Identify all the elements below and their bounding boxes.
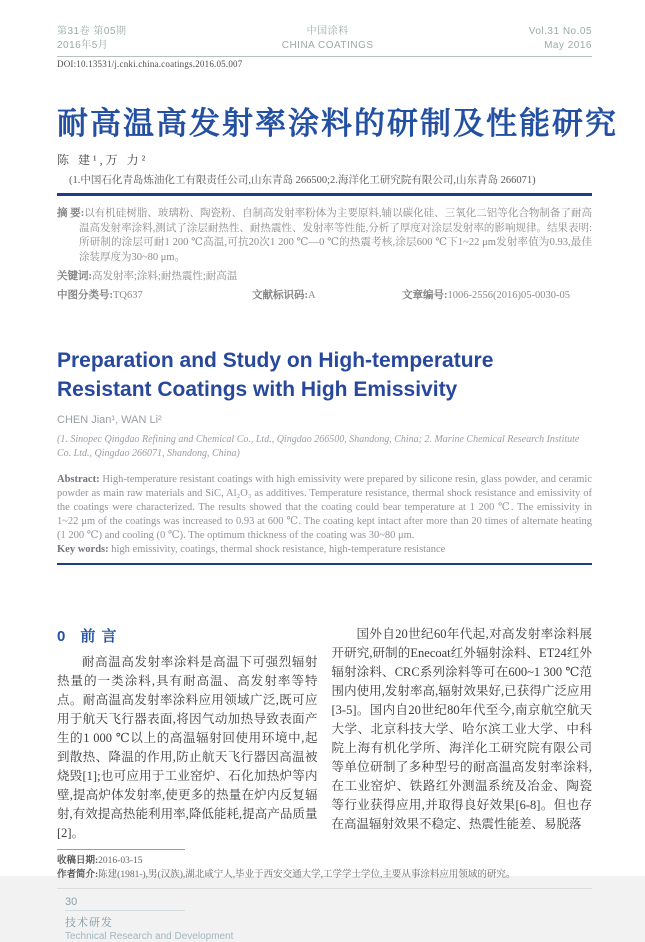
section-title: 前 言 bbox=[80, 628, 118, 645]
abstract-cn bbox=[57, 207, 592, 265]
journal-name-cn: 中国涂料 bbox=[306, 26, 349, 37]
author-bio-text: 陈建(1981-),男(汉族),湖北咸宁人,毕业于西安交通大学,工学学士学位,主要从事涂料应用领域的研究。 bbox=[98, 870, 516, 880]
abstract-text-cn: 以有机硅树脂、玻璃粉、陶瓷粉、自制高发射率粉体为主要原料,辅以碳化硅、三氧化二铝等化合物制备了耐高温高发射率涂料,测试了涂层耐热性、耐热震性、发射率等性能,分析了厚度对涂层发射率的影响规律。结果表明:所研制的涂层可耐1 200 ℃高温,可抗20次1 200 ℃—0 ℃的热震考核,涂层600 ℃下1~22 μm发射率值为0.93,最佳涂装厚度为30~80 μm。 bbox=[79, 208, 593, 263]
issue-date-en: May 2016 bbox=[544, 40, 592, 51]
received-date-line bbox=[57, 854, 592, 868]
section-heading bbox=[57, 625, 318, 646]
abstract-label-cn: 摘 要: bbox=[57, 208, 85, 219]
authors-en: CHEN Jian¹, WAN Li² bbox=[57, 414, 162, 426]
keywords-label-cn: 关键词: bbox=[57, 271, 92, 282]
divider-navy-bottom bbox=[57, 563, 592, 565]
doi-line: DOI:10.13531/j.cnki.china.coatings.2016.05.007 bbox=[57, 59, 243, 69]
abstract-en bbox=[57, 473, 592, 543]
abstract-label-en: Abstract: bbox=[57, 474, 100, 485]
article-id-value: 1006-2556(2016)05-0030-05 bbox=[447, 290, 570, 301]
section-number: 0 bbox=[57, 628, 67, 645]
author-bio-line bbox=[57, 868, 592, 882]
clc-number bbox=[57, 287, 252, 302]
footnote-block bbox=[57, 854, 592, 882]
authors-cn: 陈 建¹,万 力² bbox=[57, 153, 149, 167]
article-title-cn: 耐高温高发射率涂料的研制及性能研究 bbox=[57, 106, 618, 141]
document-code-label: 文献标识码: bbox=[252, 290, 308, 301]
page-footer bbox=[65, 896, 592, 942]
article-id-label: 文章编号: bbox=[402, 290, 448, 301]
volume-issue-cn: 第31卷 第05期 bbox=[57, 26, 127, 37]
article-id bbox=[402, 287, 570, 302]
footer-column-cn: 技术研发 bbox=[65, 917, 113, 929]
issue-date-cn: 2016年5月 bbox=[57, 40, 109, 51]
keywords-text-cn: 高发射率;涂料;耐热震性;耐高温 bbox=[92, 271, 238, 282]
body-column-right bbox=[332, 625, 593, 843]
header-left bbox=[57, 25, 127, 53]
keywords-en bbox=[57, 543, 592, 557]
body-column-left bbox=[57, 625, 318, 843]
page-bottom-divider bbox=[57, 888, 592, 889]
affiliation-en: (1. Sinopec Qingdao Refining and Chemical Co., Ltd., Qingdao 266500, Shandong, China; 2. Marine Chemical Research Institute Co. Ltd., Qingdao 266071, Shandong, China) bbox=[57, 434, 580, 459]
affiliation-cn: (1.中国石化青岛炼油化工有限责任公司,山东青岛 266500;2.海洋化工研究院有限公司,山东青岛 266071) bbox=[69, 175, 536, 186]
footer-divider bbox=[65, 910, 185, 911]
divider-navy-top bbox=[57, 193, 592, 196]
page-number: 30 bbox=[65, 896, 78, 908]
document-code bbox=[252, 287, 402, 302]
volume-issue-en: Vol.31 No.05 bbox=[528, 26, 592, 37]
abstract-text-en: High-temperature resistant coatings with high emissivity were prepared by silicone resin, glass powder, and ceramic powder as main raw materials and SiC, Al₂O₃ as additives. Temperature resistance, thermal shock resistance and emissivity of the coatings were characterized. The results showed that the coating could bear temperature at 1 200 ℃. The emissivity in 1~22 μm of the coatings was increased to 0.93 at 600 ℃. The coating kept intact after more than 20 times of alternate heating (1 200 ℃) and cooling (0 ℃). The optimum thickness of the coating was 30~80 μm. bbox=[57, 474, 593, 541]
received-date-value: 2016-03-15 bbox=[98, 856, 143, 866]
journal-name-en: CHINA COATINGS bbox=[281, 40, 374, 51]
author-bio-label: 作者简介: bbox=[57, 870, 99, 880]
footnote-divider bbox=[57, 849, 185, 850]
received-date-label: 收稿日期: bbox=[57, 856, 99, 866]
header-center bbox=[282, 25, 374, 53]
document-code-value: A bbox=[308, 290, 316, 301]
keywords-label-en: Key words: bbox=[57, 544, 109, 555]
clc-label: 中图分类号: bbox=[57, 290, 113, 301]
body-paragraph-right: 国外自20世纪60年代起,对高发射率涂料展开研究,研制的Enecoat红外辐射涂料、ET24红外辐射涂料、CRC系列涂料等可在600~1 300 ℃范围内使用,发射率高,辐射效果好,已获得广泛应用[3-5]。国内自20世纪80年代至今,南京航空航天大学、北京科技大学、哈尔滨工业大学、中科院上海有机化学所、海洋化工研究院有限公司等单位研制了多种型号的耐高温高发射率涂料,在工业窑炉、铁路红外测温系统及冶金、陶瓷等行业获得应用,并取得良好效果[6-8]。但也存在高温辐射效果不稳定、热震性能差、易脱落 bbox=[331, 627, 592, 831]
clc-value: TQ637 bbox=[113, 290, 143, 301]
header-right bbox=[529, 25, 592, 53]
classification-row bbox=[57, 287, 592, 302]
body-paragraph-left: 耐高温高发射率涂料是高温下可强烈辐射热量的一类涂料,具有耐高温、高发射率等特点。耐高温高发射率涂料应用领域广泛,既可应用于航天飞行器表面,将因气动加热导致表面产生的1 000 ℃以上的高温辐射回使用环境中,起到散热、降温的作用,防止航天飞行器因高温被烧毁[1];也可应用于工业窑炉、石化加热炉等内壁,提高炉体发射率,使更多的热量在炉内反复辐射,有效提高热能利用率,降低能耗,提高产品质量[2]。 bbox=[57, 655, 318, 840]
journal-header bbox=[57, 25, 592, 53]
body-columns bbox=[57, 625, 592, 843]
header-divider bbox=[57, 56, 592, 57]
footer-column-en: Technical Research and Development bbox=[65, 931, 234, 942]
keywords-text-en: high emissivity, coatings, thermal shock resistance, high-temperature resistance bbox=[111, 544, 446, 555]
keywords-cn bbox=[57, 268, 592, 283]
article-title-en: Preparation and Study on High-temperature Resistant Coatings with High Emissivity bbox=[57, 349, 494, 401]
